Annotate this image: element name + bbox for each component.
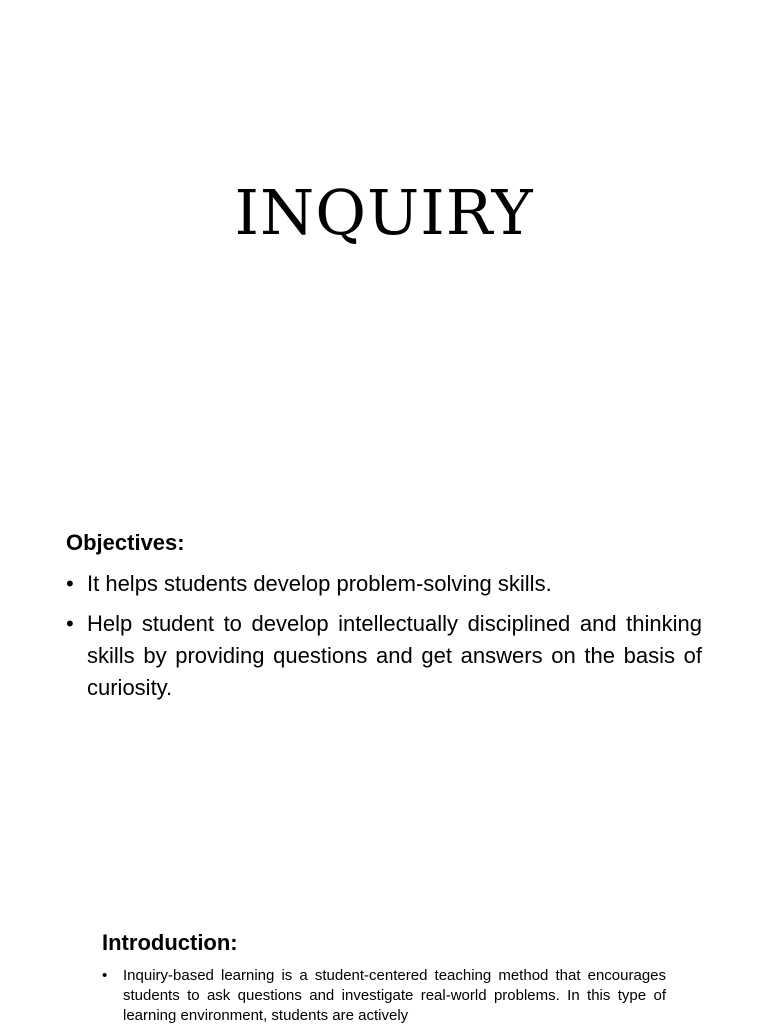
objective-text: It helps students develop problem-solving skills. [87,571,552,596]
introduction-text: Inquiry-based learning is a student-centered teaching method that encourages students to ask questions and investigate real-world problems. In this type of learning environment, students are actively [123,967,666,1024]
bullet-marker: • [66,571,74,596]
objective-item [66,608,702,704]
introduction-heading: Introduction: [102,930,238,955]
introduction-item [102,966,666,1024]
objectives-heading: Objectives: [66,530,185,555]
document-title: INQUIRY [234,176,534,249]
objectives-section [66,528,702,712]
objective-item [66,568,702,600]
bullet-marker: • [66,611,74,636]
objectives-list [66,568,702,704]
bullet-marker: • [102,967,108,984]
introduction-section [102,928,666,1024]
introduction-list [102,966,666,1024]
objective-text: Help student to develop intellectually disciplined and thinking skills by providing questions and get answers on the basis of curiosity. [87,611,702,700]
